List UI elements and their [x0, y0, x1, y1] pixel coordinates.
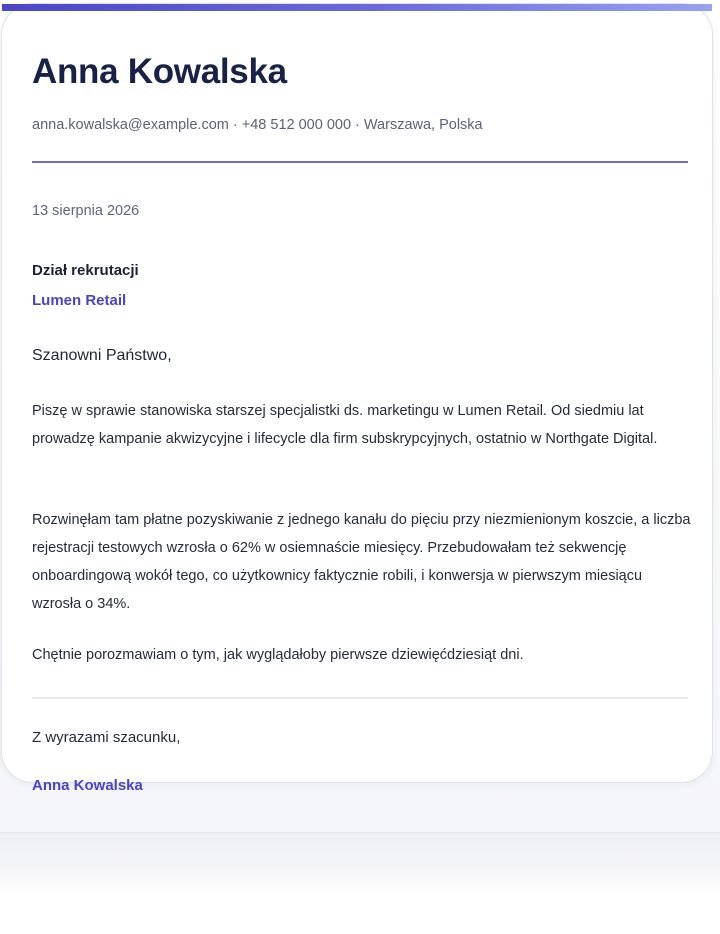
cover-letter-card [1, 3, 713, 794]
sender-contact: anna.kowalska@example.com · +48 512 000 000 · Warszawa, Polska [32, 117, 483, 133]
body-paragraph: Piszę w sprawie stanowiska starszej specjalistki ds. marketingu w Lumen Retail. Od siedmiu lat prowadzę kampanie akwizycyjne i lifecycle dla firm subskrypcyjnych, ostatnio w Northgate Digital. [32, 403, 658, 447]
recipient-company: Lumen Retail [32, 292, 127, 309]
closing: Z wyrazami szacunku, [32, 729, 181, 746]
closing-divider [32, 697, 688, 699]
signature: Anna Kowalska [32, 777, 143, 794]
body-paragraph: Chętnie porozmawiam o tym, jak wyglądałoby pierwsze dziewięćdziesiąt dni. [32, 647, 524, 663]
body-paragraph: Rozwinęłam tam płatne pozyskiwanie z jednego kanału do pięciu przy niezmienionym koszcie, a liczba rejestracji testowych wzrosła o 62% w osiemnaście miesięcy. Przebudowałam też sekwencję onboardingową wokół tego, co użytkownicy faktycznie robili, i konwersja w pierwszym miesiącu wzrosła o 34%. [32, 512, 691, 612]
accent-bar [2, 4, 712, 11]
letter-date: 13 sierpnia 2026 [32, 203, 140, 219]
recipient-department: Dział rekrutacji [32, 262, 139, 279]
greeting: Szanowni Państwo, [32, 347, 172, 364]
header-divider [32, 161, 688, 163]
sender-name: Anna Kowalska [32, 52, 287, 91]
bottom-shadow [0, 833, 720, 895]
